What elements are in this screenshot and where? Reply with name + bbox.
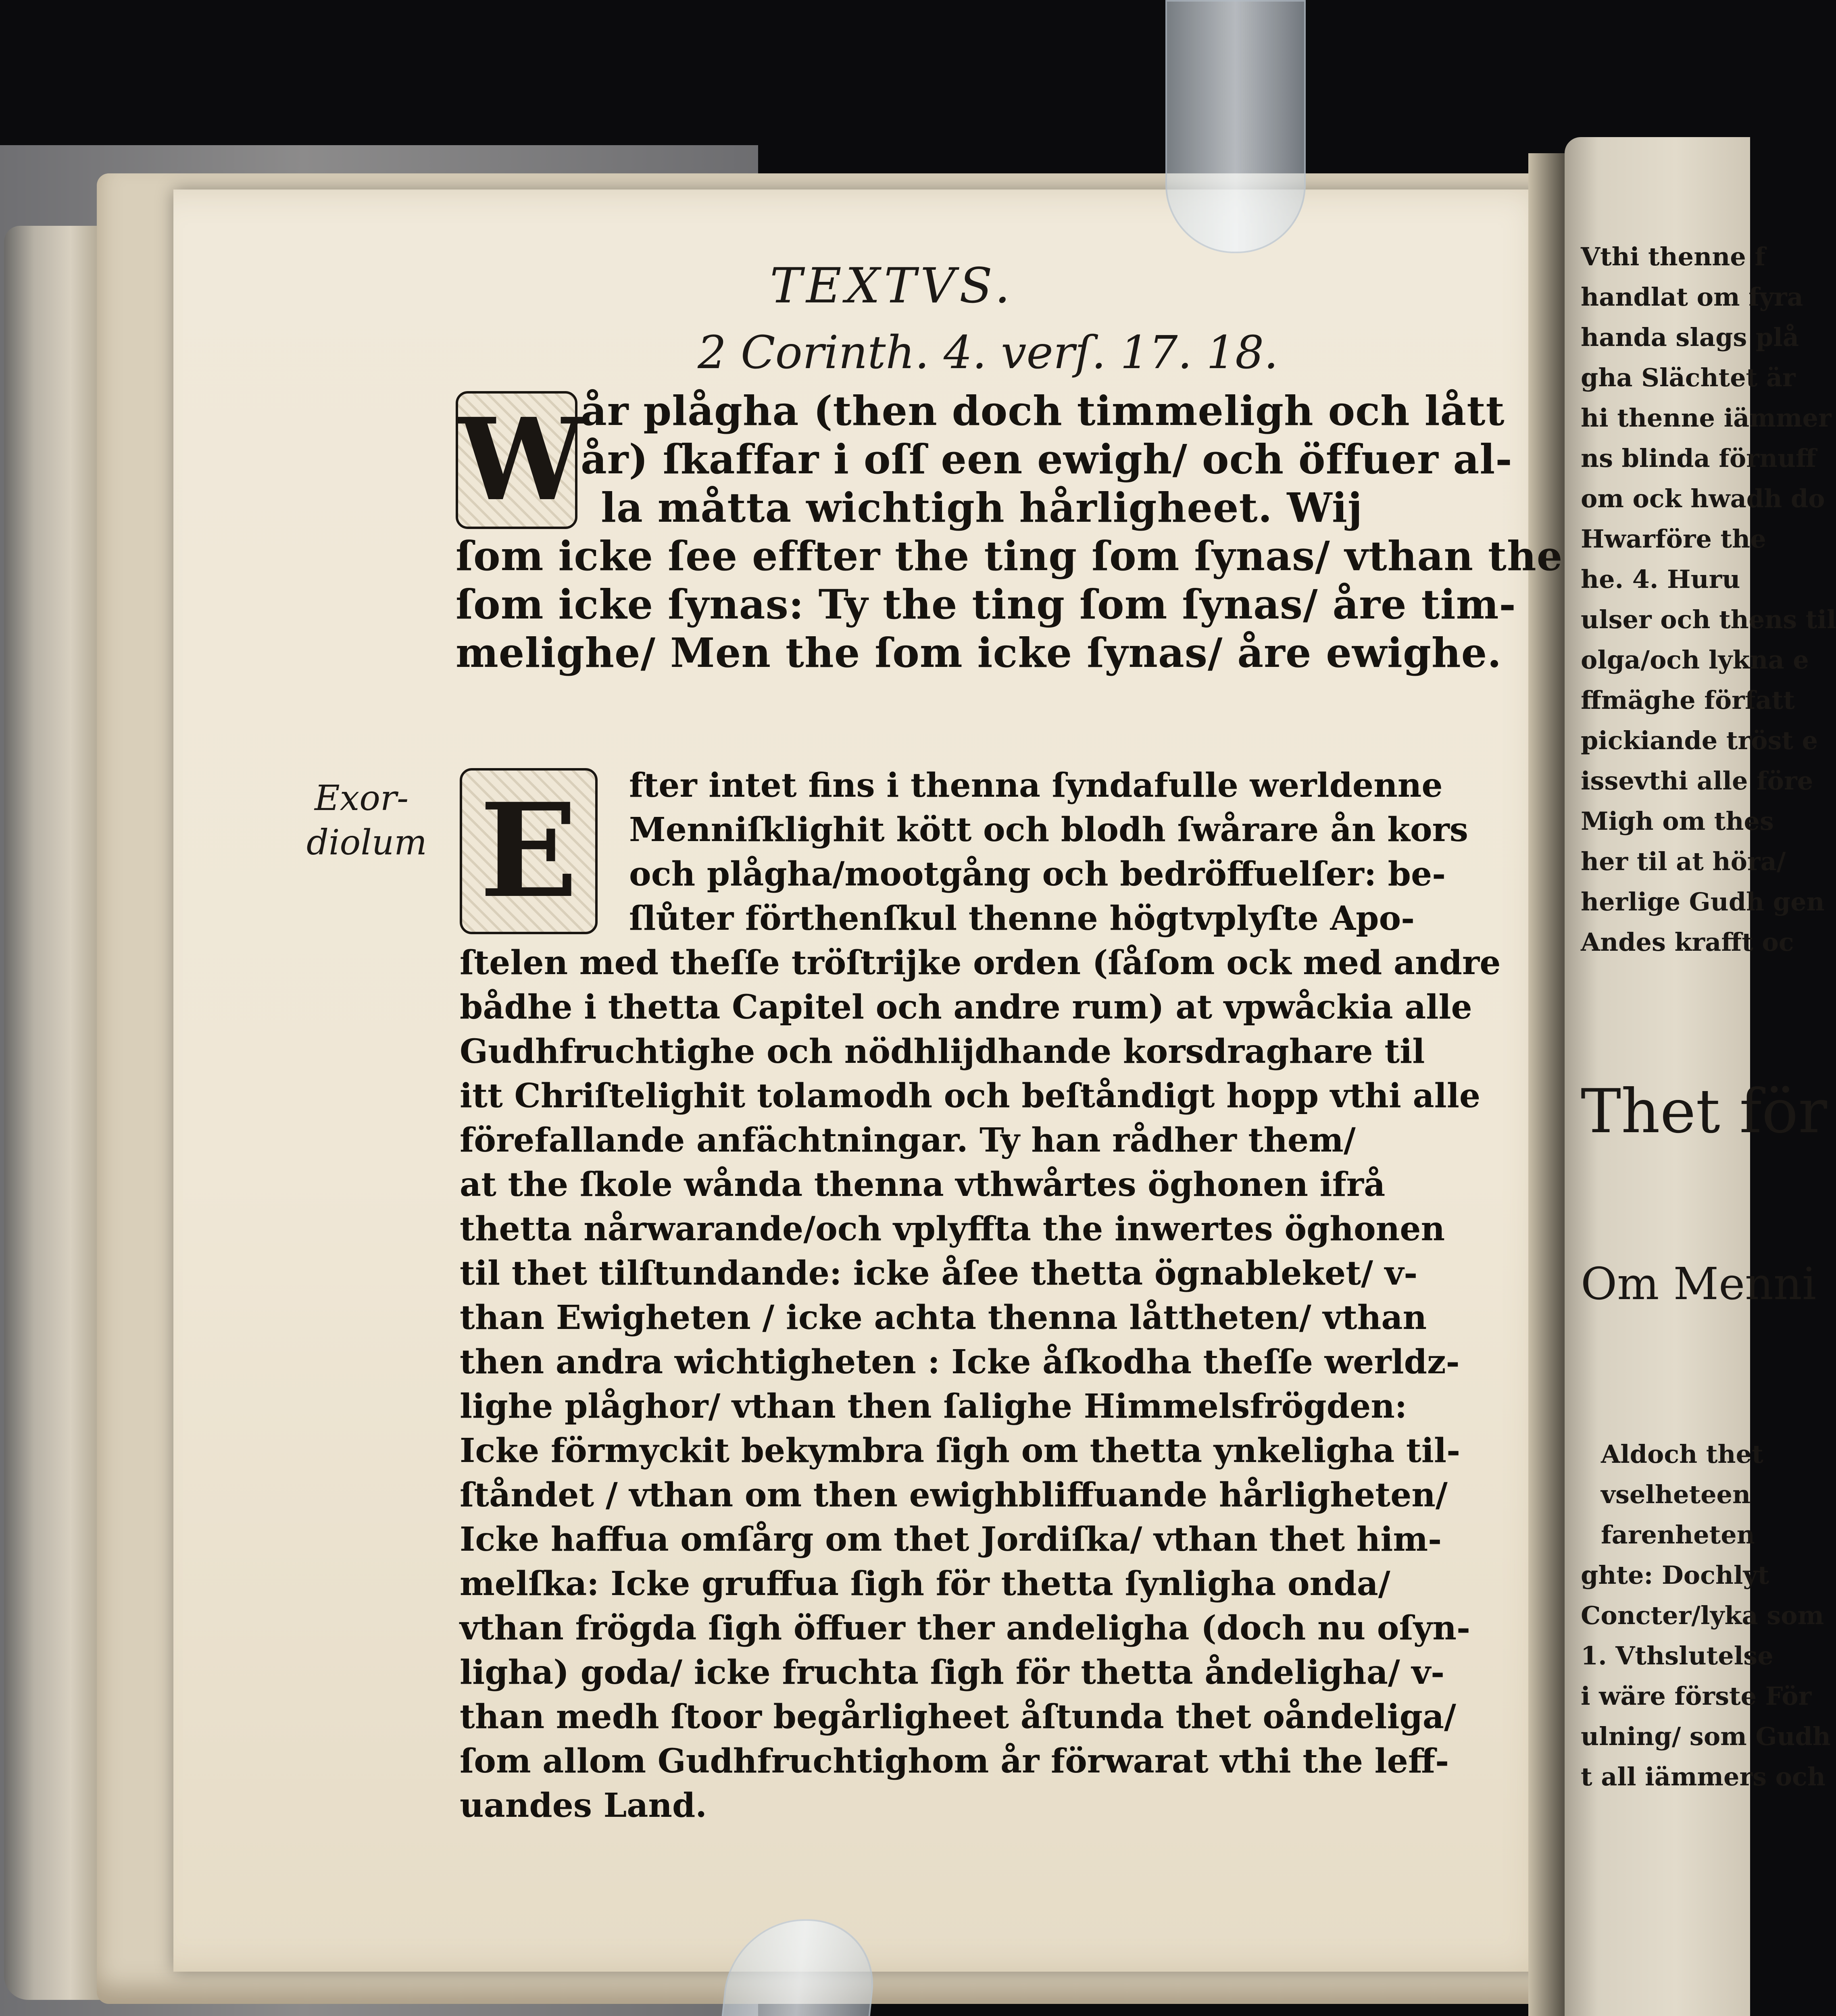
facing-line: ulser och thens til — [1581, 605, 1836, 634]
body-line: ſtelen med theſſe tröſtrijke orden (ſåſom ock med andre — [460, 943, 1501, 982]
scripture-line: melighe/ Men the ſom icke ſynas/ åre ewighe. — [456, 629, 1502, 677]
body-line: fter intet fins i thenna ſyndafulle werldenne — [629, 766, 1443, 805]
scripture-line: år plågha (then doch timmeligh och lått — [581, 387, 1505, 435]
facing-line: t all iämmers och — [1581, 1762, 1826, 1791]
facing-line: ulning/ som Gudh — [1581, 1722, 1831, 1751]
book-page-right — [1565, 137, 1836, 2016]
body-line: förefallande anfächtningar. Ty han rådher them/ — [460, 1121, 1356, 1160]
facing-subheading: Om Menni — [1581, 1258, 1817, 1310]
body-line: melſka: Icke gruffua ſigh för thetta ſynligha onda/ — [460, 1564, 1390, 1603]
facing-heading: Thet för — [1581, 1077, 1827, 1147]
body-line: ſtåndet / vthan om then ewighbliffuande hårligheten/ — [460, 1476, 1448, 1514]
facing-line: issevthi alle före — [1581, 766, 1813, 796]
scripture-line: ſom icke ſynas: Ty the ting ſom ſynas/ åre tim- — [456, 581, 1516, 628]
facing-line: Vthi thenne f — [1581, 242, 1765, 271]
body-line: uandes Land. — [460, 1786, 707, 1825]
facing-line: om ock hwadh do — [1581, 484, 1825, 513]
page-title: TEXTVS. — [770, 258, 1014, 314]
facing-line: handa slags plå — [1581, 323, 1799, 352]
facing-line: Migh om thes — [1581, 806, 1774, 836]
facing-line: i wäre förste För — [1581, 1681, 1812, 1711]
facing-line: handlat om fyra — [1581, 282, 1803, 312]
body-line: bådhe i thetta Capitel och andre rum) at vpwåckia alle — [460, 988, 1472, 1027]
facing-line: he. 4. Huru — [1581, 564, 1740, 594]
facing-line: 1. Vthslutelse — [1581, 1641, 1773, 1670]
margin-note: Exor- — [315, 778, 409, 818]
body-line: Icke förmyckit bekymbra ſigh om thetta ynkeligha til- — [460, 1431, 1461, 1470]
decorated-initial-w: W — [456, 391, 577, 529]
scripture-line: år) ſkaffar i oſſ een ewigh/ och öffuer al- — [581, 435, 1513, 483]
facing-line: Hwarföre the — [1581, 524, 1766, 554]
scripture-reference: 2 Corinth. 4. verſ. 17. 18. — [698, 327, 1278, 379]
body-line: Icke haffua omſårg om thet Jordiſka/ vthan thet him- — [460, 1520, 1442, 1559]
facing-line: farenheten — [1601, 1520, 1755, 1549]
margin-note: diolum — [306, 823, 427, 863]
facing-line: vselheteen — [1601, 1480, 1751, 1509]
body-line: Menniſklighit kött och blodh ſwårare ån kors — [629, 810, 1468, 849]
facing-line: her til at höra/ — [1581, 847, 1786, 876]
facing-line: ns blinda förnuff — [1581, 444, 1816, 473]
body-line: than medh ſtoor begårligheet åſtunda thet oåndeliga/ — [460, 1697, 1457, 1736]
facing-line: ghte: Dochlyt — [1581, 1560, 1769, 1590]
page-clip-top — [1165, 0, 1306, 253]
body-line: at the ſkole wånda thenna vthwårtes öghonen ifrå — [460, 1165, 1386, 1204]
body-line: ſom allom Gudhfruchtighom år förwarat vthi the leff- — [460, 1742, 1449, 1781]
facing-line: ffmäghe författ — [1581, 685, 1795, 715]
body-line: til thet tilſtundande: icke åſee thetta ögnableket/ v- — [460, 1254, 1418, 1293]
scripture-line: ſom icke ſee effter the ting ſom ſynas/ vthan the — [456, 532, 1563, 580]
body-line: lighe plåghor/ vthan then ſalighe Himmelsfrögden: — [460, 1387, 1407, 1426]
facing-line: Aldoch thet — [1601, 1439, 1763, 1469]
facing-line: gha Slächtet är — [1581, 363, 1796, 392]
body-line: itt Chriſtelighit tolamodh och beſtåndigt hopp vthi alle — [460, 1077, 1481, 1115]
body-line: thetta nårwarande/och vplyffta the inwertes öghonen — [460, 1210, 1445, 1248]
body-line: ligha) goda/ icke fruchta ſigh för thetta åndeligha/ v- — [460, 1653, 1445, 1692]
body-line: vthan frögda ſigh öffuer ther andeligha (doch nu oſyn- — [460, 1609, 1471, 1647]
scripture-line: la måtta wichtigh hårligheet. Wij — [601, 484, 1363, 531]
decorated-initial-e: E — [460, 768, 598, 934]
facing-line: olga/och lykna e — [1581, 645, 1809, 675]
facing-line: pickiande tröst e — [1581, 726, 1818, 755]
body-line: Gudhfruchtighe och nödhlijdhande korsdraghare til — [460, 1032, 1425, 1071]
body-line: ſlůter förthenſkul thenne högtvplyſte Apo- — [629, 899, 1415, 938]
body-line: och plågha/mootgång och bedröffuelſer: be- — [629, 855, 1446, 893]
facing-line: Andes krafft oc — [1581, 927, 1794, 957]
body-line: than Ewigheten / icke achta thenna låttheten/ vthan — [460, 1298, 1427, 1337]
facing-line: hi thenne iämmer — [1581, 403, 1832, 433]
facing-line: herlige Gudh gen — [1581, 887, 1825, 916]
body-line: then andra wichtigheten : Icke åſkodha theſſe werldz- — [460, 1343, 1460, 1381]
facing-line: Concter/lyka som — [1581, 1601, 1824, 1630]
